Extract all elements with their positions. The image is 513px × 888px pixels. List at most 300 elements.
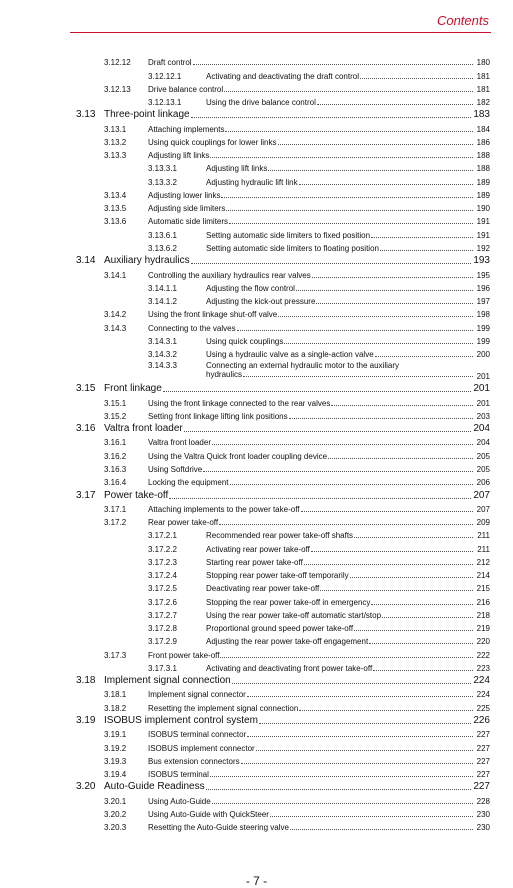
toc-entry-title — [206, 558, 474, 567]
toc-entry-page: 181 — [476, 84, 490, 94]
dot-leader — [241, 763, 473, 764]
toc-entry-number: 3.16 — [76, 423, 96, 435]
toc-entry-number: 3.16.4 — [104, 478, 127, 488]
toc-entry[interactable] — [76, 700, 490, 713]
header-divider — [70, 32, 491, 33]
dot-leader — [193, 64, 473, 65]
toc-entry-title — [206, 624, 474, 633]
toc-entry-title — [206, 571, 474, 580]
toc-entry-page: 200 — [476, 350, 490, 360]
toc-entry-title-text: Draft control — [148, 58, 192, 68]
toc-entry-title-text: Implement signal connector — [148, 690, 246, 700]
toc-entry[interactable] — [76, 502, 490, 515]
toc-entry-page: 227 — [476, 756, 490, 766]
toc-entry-title — [206, 531, 474, 540]
dot-leader — [212, 803, 473, 804]
dot-leader — [210, 157, 473, 158]
toc-entry-title — [148, 823, 474, 832]
toc-entry-title — [148, 399, 474, 408]
toc-entry-title-text: Using the Valtra Quick front loader coupling device — [148, 451, 328, 461]
toc-entry-page: 228 — [476, 796, 490, 806]
toc-entry-page: 189 — [476, 177, 490, 187]
dot-leader — [203, 471, 473, 472]
toc-entry-page: 191 — [476, 217, 490, 227]
toc-entry-page: 224 — [473, 675, 490, 687]
toc-entry-title-text: Using quick couplings for lower links — [148, 137, 277, 147]
toc-entry-title-text: Adjusting hydraulic lift link — [206, 177, 298, 187]
toc-entry[interactable] — [76, 488, 490, 501]
toc-entry[interactable] — [76, 121, 490, 134]
toc-entry[interactable] — [76, 82, 490, 95]
toc-entry[interactable] — [76, 820, 490, 833]
toc-entry-title-text: Proportional ground speed power take-off — [206, 624, 354, 634]
toc-entry[interactable] — [76, 55, 490, 68]
toc-entry-title-text: Connecting to the valves — [148, 323, 236, 333]
toc-entry-number: 3.14.1 — [104, 270, 127, 280]
toc-entry-title — [206, 584, 474, 593]
dot-leader — [290, 829, 473, 830]
dot-leader — [320, 590, 473, 591]
toc-entry[interactable] — [76, 555, 490, 568]
toc-entry-page: 220 — [476, 637, 490, 647]
toc-entry-number: 3.14.3.2 — [148, 350, 177, 360]
toc-entry-title-text: Attaching implements — [148, 124, 225, 134]
toc-entry-title-text: Adjusting the rear power take-off engagement — [206, 637, 369, 647]
toc-entry-title-text: Using Softdrive — [148, 464, 203, 474]
toc-entry[interactable] — [76, 227, 490, 240]
toc-entry-page: 181 — [476, 71, 490, 81]
dot-leader — [237, 330, 473, 331]
toc-entry[interactable] — [76, 395, 490, 408]
toc-entry-title-text: ISOBUS implement control system — [104, 715, 258, 727]
dot-leader — [268, 170, 473, 171]
toc-entry-number: 3.17.2 — [104, 518, 127, 528]
toc-entry-title-text: Locking the equipment — [148, 478, 229, 488]
toc-entry-page: 180 — [476, 58, 490, 68]
toc-entry-number: 3.19.3 — [104, 756, 127, 766]
toc-entry[interactable] — [76, 448, 490, 461]
toc-entry-title-text: Using the rear power take-off automatic start/stop — [206, 610, 382, 620]
dot-leader — [375, 356, 473, 357]
toc-entry-number: 3.12.13 — [104, 84, 131, 94]
dot-leader — [371, 604, 473, 605]
toc-entry[interactable] — [76, 581, 490, 594]
toc-entry-page: 195 — [476, 270, 490, 280]
toc-entry[interactable] — [76, 568, 490, 581]
toc-entry[interactable] — [76, 541, 490, 554]
toc-entry-number: 3.18 — [76, 675, 96, 687]
toc-entry-title-text: ISOBUS terminal connector — [148, 730, 247, 740]
toc-entry-number: 3.13.6 — [104, 217, 127, 227]
toc-entry-title — [148, 810, 474, 819]
toc-entry-page: 182 — [476, 98, 490, 108]
toc-entry-page: 215 — [476, 584, 490, 594]
toc-entry[interactable] — [76, 767, 490, 780]
toc-entry-number: 3.20 — [76, 781, 96, 793]
toc-entry-title — [148, 191, 474, 200]
dot-leader — [232, 683, 471, 684]
toc-entry-page: 218 — [476, 610, 490, 620]
dot-leader — [226, 210, 473, 211]
dot-leader — [331, 405, 473, 406]
toc-entry-title-text: Using the drive balance control — [206, 98, 316, 108]
dot-leader — [230, 484, 474, 485]
toc-entry[interactable] — [76, 254, 490, 267]
toc-entry-number: 3.18.2 — [104, 703, 127, 713]
toc-entry-title — [206, 164, 474, 173]
toc-entry-page: 205 — [476, 464, 490, 474]
toc-entry-title-text: Rear power take-off — [148, 518, 219, 528]
toc-entry-title — [148, 138, 474, 147]
toc-entry[interactable] — [76, 334, 490, 347]
toc-entry-page: 204 — [476, 438, 490, 448]
toc-entry-title — [206, 72, 474, 81]
toc-entry-number: 3.14.3.1 — [148, 336, 177, 346]
dot-leader — [256, 750, 473, 751]
toc-entry-title-line: hydraulics — [206, 370, 243, 380]
toc-entry[interactable] — [76, 214, 490, 227]
toc-entry[interactable] — [76, 360, 490, 382]
toc-entry-page: 212 — [476, 557, 490, 567]
toc-entry-title — [104, 675, 472, 686]
toc-entry[interactable] — [76, 201, 490, 214]
toc-entry-title — [148, 85, 474, 94]
dot-leader — [369, 643, 473, 644]
dot-leader — [360, 78, 473, 79]
toc-entry-title — [148, 204, 474, 213]
toc-entry[interactable] — [76, 435, 490, 448]
toc-entry-title — [148, 452, 474, 461]
dot-leader — [371, 237, 473, 238]
toc-entry-title — [148, 438, 474, 447]
toc-entry-page: 211 — [477, 531, 490, 541]
toc-entry-title — [104, 781, 472, 792]
toc-entry-page: 196 — [476, 283, 490, 293]
toc-entry[interactable] — [76, 793, 490, 806]
dot-leader — [270, 816, 473, 817]
toc-entry[interactable] — [76, 674, 490, 687]
toc-entry-number: 3.14.3.3 — [148, 361, 177, 371]
toc-entry-title-text: Adjusting the kick-out pressure — [206, 297, 316, 307]
toc-entry-number: 3.12.12.1 — [148, 71, 182, 81]
toc-entry-title-text: Adjusting lift links — [148, 151, 210, 161]
toc-entry-title — [148, 478, 474, 487]
toc-entry-title-text: ISOBUS terminal — [148, 770, 209, 780]
toc-entry[interactable] — [76, 161, 490, 174]
toc-entry-page: 193 — [473, 255, 490, 267]
toc-entry[interactable] — [76, 382, 490, 395]
toc-entry-title — [148, 651, 474, 660]
page-number: - 7 - — [245, 874, 268, 888]
toc-entry[interactable] — [76, 422, 490, 435]
toc-entry-title-text: Deactivating rear power take-off — [206, 584, 320, 594]
dot-leader — [299, 710, 473, 711]
toc-entry-title — [148, 271, 474, 280]
toc-entry-number: 3.20.1 — [104, 796, 127, 806]
toc-entry-page: 201 — [476, 372, 490, 382]
toc-entry-number: 3.12.12 — [104, 58, 131, 68]
toc-entry-page: 219 — [476, 624, 490, 634]
toc-entry-number: 3.17.2.3 — [148, 557, 177, 567]
dot-leader — [311, 551, 473, 552]
toc-entry-title — [148, 744, 474, 753]
toc-entry[interactable] — [76, 68, 490, 81]
toc-entry-title — [148, 770, 474, 779]
toc-entry-title-text: Stopping rear power take-off temporarily — [206, 571, 349, 581]
toc-entry[interactable] — [76, 320, 490, 333]
toc-entry[interactable] — [76, 409, 490, 422]
toc-entry-title — [206, 244, 474, 253]
toc-entry-title-text: Auxiliary hydraulics — [104, 255, 190, 267]
toc-entry-title-text: Resetting the Auto-Guide steering valve — [148, 823, 289, 833]
toc-entry-title — [206, 297, 474, 306]
toc-entry[interactable] — [76, 95, 490, 108]
toc-entry-page: 183 — [473, 109, 490, 121]
toc-entry-title — [104, 255, 472, 266]
toc-entry-title-text: Adjusting the flow control — [206, 283, 295, 293]
toc-entry-title-text: Valtra front loader — [104, 423, 183, 435]
toc-entry-title-text: Activating rear power take-off — [206, 544, 310, 554]
table-of-contents — [76, 55, 490, 833]
toc-entry-title-text: Front power take-off — [148, 650, 220, 660]
toc-entry-number: 3.16.2 — [104, 451, 127, 461]
toc-entry-title-text: Three-point linkage — [104, 109, 190, 121]
toc-entry-page: 230 — [476, 809, 490, 819]
toc-entry-title — [148, 151, 474, 160]
toc-entry-title-text: Using the front linkage connected to the rear valves — [148, 398, 331, 408]
dot-leader — [259, 723, 471, 724]
toc-entry-title-text: Attaching implements to the power take-off — [148, 504, 300, 514]
toc-entry-title-text: Power take-off — [104, 489, 169, 501]
dot-leader — [206, 789, 471, 790]
toc-entry-page: 201 — [473, 383, 490, 395]
toc-entry-number: 3.19 — [76, 715, 96, 727]
toc-entry-number: 3.13 — [76, 109, 96, 121]
dot-leader — [317, 104, 473, 105]
toc-entry-title — [148, 465, 474, 474]
dot-leader — [163, 391, 471, 392]
dot-leader — [169, 498, 471, 499]
dot-leader — [212, 444, 473, 445]
toc-entry[interactable] — [76, 475, 490, 488]
dot-leader — [301, 511, 474, 512]
toc-entry-title — [148, 125, 474, 134]
toc-entry[interactable] — [76, 241, 490, 254]
dot-leader — [278, 144, 474, 145]
toc-entry-title-text: Resetting the implement signal connection — [148, 703, 299, 713]
dot-leader — [225, 131, 473, 132]
toc-entry-page: 230 — [476, 823, 490, 833]
toc-entry[interactable] — [76, 135, 490, 148]
dot-leader — [221, 197, 473, 198]
dot-leader — [350, 577, 473, 578]
toc-entry[interactable] — [76, 727, 490, 740]
toc-entry[interactable] — [76, 267, 490, 280]
toc-entry-number: 3.17.2.5 — [148, 584, 177, 594]
toc-entry-title — [206, 598, 474, 607]
toc-entry-title-text: Activating and deactivating the draft control — [206, 71, 359, 81]
toc-entry[interactable] — [76, 687, 490, 700]
toc-entry[interactable] — [76, 307, 490, 320]
toc-entry-number: 3.17 — [76, 489, 96, 501]
toc-entry-title — [206, 98, 474, 107]
toc-entry-page: 227 — [473, 781, 490, 793]
toc-entry-number: 3.14.3 — [104, 323, 127, 333]
toc-entry-title-text: Front linkage — [104, 383, 162, 395]
dot-leader — [247, 736, 473, 737]
toc-entry-number: 3.13.3.2 — [148, 177, 177, 187]
toc-entry-number: 3.19.4 — [104, 770, 127, 780]
toc-entry-title-text: Setting automatic side limiters to floating position — [206, 243, 379, 253]
toc-entry-number: 3.17.2.9 — [148, 637, 177, 647]
toc-entry-page: 205 — [476, 451, 490, 461]
dot-leader — [304, 564, 473, 565]
toc-entry[interactable] — [76, 347, 490, 360]
toc-entry-page: 191 — [476, 230, 490, 240]
toc-entry[interactable] — [76, 647, 490, 660]
toc-entry[interactable] — [76, 714, 490, 727]
toc-entry-title-text: Auto-Guide Readiness — [104, 781, 205, 793]
toc-entry-page: 227 — [476, 770, 490, 780]
toc-entry-title-text: Using the front linkage shut-off valve — [148, 310, 278, 320]
toc-entry[interactable] — [76, 188, 490, 201]
toc-entry[interactable] — [76, 148, 490, 161]
toc-entry-number: 3.20.3 — [104, 823, 127, 833]
toc-entry-title-text: Using Auto-Guide with QuickSteer — [148, 809, 269, 819]
toc-entry-number: 3.13.3 — [104, 151, 127, 161]
dot-leader — [328, 458, 473, 459]
toc-entry-page: 209 — [476, 518, 490, 528]
toc-entry-title-text: Bus extension connectors — [148, 756, 240, 766]
toc-entry-page: 204 — [473, 423, 490, 435]
dot-leader — [229, 223, 473, 224]
toc-entry[interactable] — [76, 528, 490, 541]
toc-entry-title-text: Activating and deactivating front power take-off — [206, 663, 373, 673]
toc-entry-title — [104, 423, 472, 434]
toc-entry-title — [148, 704, 474, 713]
toc-entry-title-text: Recommended rear power take-off shafts — [206, 531, 354, 541]
toc-entry-title-text: Adjusting lift links — [206, 164, 268, 174]
toc-entry-page: 203 — [476, 411, 490, 421]
dot-leader — [289, 418, 473, 419]
toc-entry-title — [104, 715, 472, 726]
toc-entry[interactable] — [76, 807, 490, 820]
toc-entry-title — [206, 231, 474, 240]
toc-entry-title — [104, 490, 472, 501]
toc-entry-number: 3.18.1 — [104, 690, 127, 700]
toc-entry-page: 224 — [476, 690, 490, 700]
toc-entry-title-text: Adjusting side limiters — [148, 204, 226, 214]
toc-entry-page: 199 — [476, 323, 490, 333]
toc-entry-title — [206, 350, 474, 359]
dot-leader — [382, 617, 473, 618]
toc-entry-number: 3.17.2.7 — [148, 610, 177, 620]
toc-entry-title-text: Stopping the rear power take-off in emergency — [206, 597, 371, 607]
toc-entry-title — [206, 611, 474, 620]
dot-leader — [191, 263, 471, 264]
toc-entry-title-text: Drive balance control — [148, 84, 224, 94]
dot-leader — [373, 670, 473, 671]
toc-entry-page: 216 — [476, 597, 490, 607]
dot-leader — [380, 250, 473, 251]
toc-entry-page: 197 — [476, 297, 490, 307]
toc-entry-title — [148, 690, 474, 699]
page-header-title: Contents — [436, 13, 489, 28]
toc-entry-page: 206 — [476, 478, 490, 488]
toc-entry-page: 211 — [477, 544, 490, 554]
toc-entry-number: 3.17.3.1 — [148, 663, 177, 673]
toc-entry[interactable] — [76, 754, 490, 767]
toc-entry[interactable] — [76, 515, 490, 528]
toc-entry-title — [148, 797, 474, 806]
toc-entry[interactable] — [76, 174, 490, 187]
toc-entry-number: 3.15.1 — [104, 398, 127, 408]
toc-entry[interactable] — [76, 462, 490, 475]
toc-entry[interactable] — [76, 661, 490, 674]
toc-entry-number: 3.19.2 — [104, 743, 127, 753]
dot-leader — [191, 117, 471, 118]
toc-entry[interactable] — [76, 281, 490, 294]
dot-leader — [184, 431, 471, 432]
toc-entry-number: 3.13.6.2 — [148, 243, 177, 253]
toc-entry-number: 3.13.6.1 — [148, 230, 177, 240]
dot-leader — [220, 657, 473, 658]
toc-entry[interactable] — [76, 294, 490, 307]
toc-entry[interactable] — [76, 594, 490, 607]
toc-entry-page: 190 — [476, 204, 490, 214]
toc-entry-number: 3.14.1.1 — [148, 283, 177, 293]
toc-entry-title — [206, 337, 474, 346]
toc-entry[interactable] — [76, 634, 490, 647]
toc-entry-page: 207 — [476, 504, 490, 514]
dot-leader — [296, 290, 473, 291]
toc-entry-number: 3.16.3 — [104, 464, 127, 474]
toc-entry-number: 3.13.3.1 — [148, 164, 177, 174]
toc-entry-page: 199 — [476, 336, 490, 346]
toc-entry-title-text: Setting automatic side limiters to fixed position — [206, 230, 371, 240]
toc-entry-page: 207 — [473, 489, 490, 501]
toc-entry-title-text: Using Auto-Guide — [148, 796, 211, 806]
toc-entry-title-text: Automatic side limiters — [148, 217, 229, 227]
toc-entry[interactable] — [76, 608, 490, 621]
toc-entry-page: 223 — [476, 663, 490, 673]
toc-entry-number: 3.14 — [76, 255, 96, 267]
toc-entry-page: 188 — [476, 151, 490, 161]
toc-entry-page: 198 — [476, 310, 490, 320]
toc-entry-number: 3.15 — [76, 383, 96, 395]
toc-entry-title — [148, 412, 474, 421]
toc-entry-title-text: Implement signal connection — [104, 675, 231, 687]
toc-entry-page: 227 — [476, 743, 490, 753]
toc-entry-title — [148, 324, 474, 333]
toc-entry-title — [148, 757, 474, 766]
toc-entry-title — [206, 361, 474, 379]
dot-leader — [224, 91, 473, 92]
toc-entry-number: 3.17.2.8 — [148, 624, 177, 634]
toc-entry[interactable] — [76, 740, 490, 753]
toc-entry[interactable] — [76, 780, 490, 793]
dot-leader — [312, 277, 473, 278]
toc-entry-number: 3.15.2 — [104, 411, 127, 421]
toc-entry[interactable] — [76, 621, 490, 634]
toc-entry-number: 3.13.2 — [104, 137, 127, 147]
toc-entry-title-text: Controlling the auxiliary hydraulics rear valves — [148, 270, 311, 280]
toc-entry-title — [206, 637, 474, 646]
toc-entry[interactable] — [76, 108, 490, 121]
toc-entry-page: 225 — [476, 703, 490, 713]
toc-entry-title — [206, 178, 474, 187]
toc-entry-number: 3.13.1 — [104, 124, 127, 134]
